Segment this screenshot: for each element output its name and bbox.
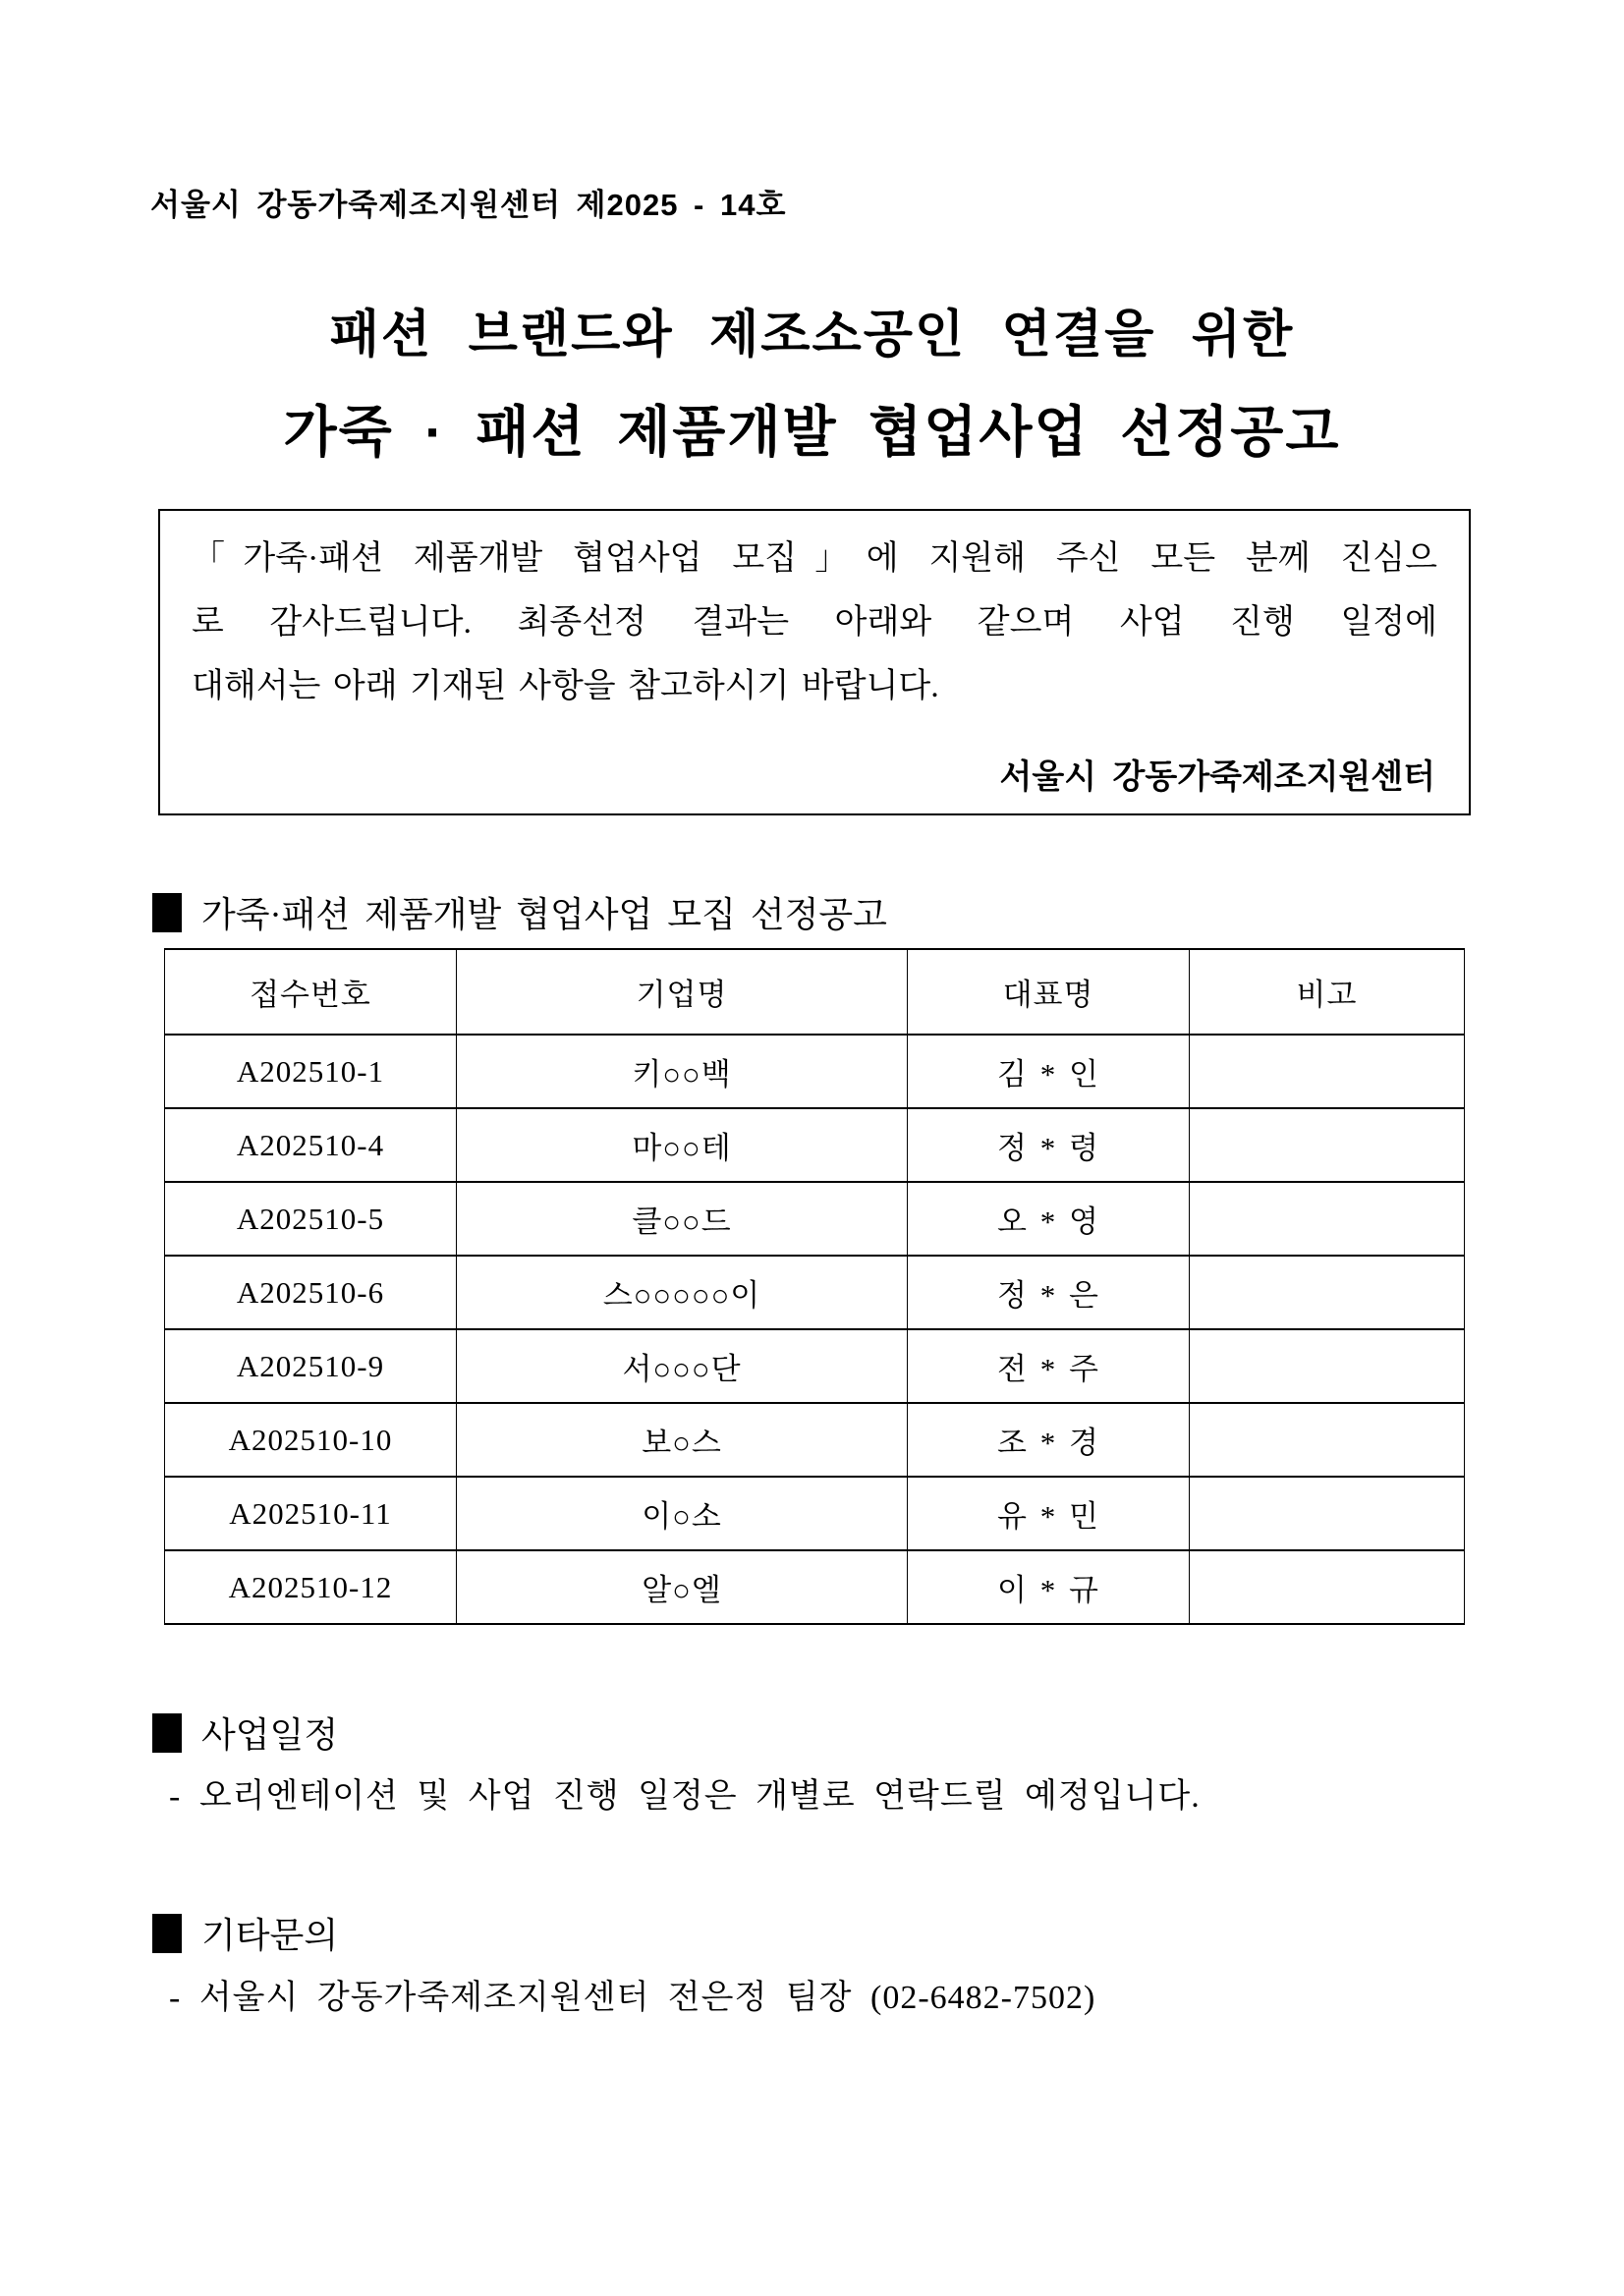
representative-cell: 오 * 영 bbox=[908, 1182, 1190, 1256]
square-bullet-icon bbox=[152, 1914, 182, 1953]
note-cell bbox=[1190, 1550, 1465, 1624]
table-row bbox=[165, 1035, 1465, 1108]
representative-cell: 유 * 민 bbox=[908, 1477, 1190, 1550]
selection-results-table bbox=[164, 948, 1465, 1625]
representative-cell: 정 * 령 bbox=[908, 1108, 1190, 1182]
receipt-number-cell: A202510-12 bbox=[165, 1550, 457, 1624]
receipt-number-cell: A202510-10 bbox=[165, 1403, 457, 1477]
section-heading-label: 사업일정 bbox=[201, 1715, 339, 1755]
receipt-number-cell: A202510-6 bbox=[165, 1256, 457, 1329]
representative-cell: 전 * 주 bbox=[908, 1329, 1190, 1403]
document-number: 서울시 강동가죽제조지원센터 제2025 - 14호 bbox=[150, 188, 787, 222]
table-header-row bbox=[165, 949, 1465, 1035]
company-name-cell: 클○○드 bbox=[457, 1182, 908, 1256]
company-name-cell: 서○○○단 bbox=[457, 1329, 908, 1403]
square-bullet-icon bbox=[152, 893, 182, 932]
note-cell bbox=[1190, 1403, 1465, 1477]
header-note: 비고 bbox=[1190, 949, 1465, 1035]
table-row bbox=[165, 1182, 1465, 1256]
table-row bbox=[165, 1477, 1465, 1550]
receipt-number-cell: A202510-11 bbox=[165, 1477, 457, 1550]
table-row bbox=[165, 1108, 1465, 1182]
company-name-cell: 이○소 bbox=[457, 1477, 908, 1550]
page-title-line2: 가죽 · 패션 제품개발 협업사업 선정공고 bbox=[283, 401, 1341, 463]
contact-body-text: - 서울시 강동가죽제조지원센터 전은정 팀장 (02-6482-7502) bbox=[169, 1980, 1096, 2016]
header-receipt-number: 접수번호 bbox=[165, 949, 457, 1035]
header-company-name: 기업명 bbox=[457, 949, 908, 1035]
note-cell bbox=[1190, 1477, 1465, 1550]
section-heading-label: 기타문의 bbox=[201, 1916, 339, 1955]
section-heading-label: 가죽·패션 제품개발 협업사업 모집 선정공고 bbox=[201, 895, 887, 934]
company-name-cell: 보○스 bbox=[457, 1403, 908, 1477]
company-name-cell: 키○○백 bbox=[457, 1035, 908, 1108]
section-heading-selection bbox=[152, 887, 887, 937]
receipt-number-cell: A202510-9 bbox=[165, 1329, 457, 1403]
company-name-cell: 마○○테 bbox=[457, 1108, 908, 1182]
note-cell bbox=[1190, 1256, 1465, 1329]
company-name-cell: 스○○○○○이 bbox=[457, 1256, 908, 1329]
notice-box bbox=[158, 509, 1471, 815]
representative-cell: 정 * 은 bbox=[908, 1256, 1190, 1329]
note-cell bbox=[1190, 1182, 1465, 1256]
receipt-number-cell: A202510-4 bbox=[165, 1108, 457, 1182]
notice-signature: 서울시 강동가죽제조지원센터 bbox=[999, 759, 1435, 796]
section-heading-contact bbox=[152, 1908, 338, 1958]
notice-text-line: 「가죽·패션 제품개발 협업사업 모집」에 지원해 주신 모든 분께 진심으 bbox=[192, 540, 1437, 577]
company-name-cell: 알○엘 bbox=[457, 1550, 908, 1624]
table-row bbox=[165, 1550, 1465, 1624]
representative-cell: 이 * 규 bbox=[908, 1550, 1190, 1624]
receipt-number-cell: A202510-5 bbox=[165, 1182, 457, 1256]
note-cell bbox=[1190, 1108, 1465, 1182]
header-representative: 대표명 bbox=[908, 949, 1190, 1035]
table-row bbox=[165, 1256, 1465, 1329]
schedule-body-text: - 오리엔테이션 및 사업 진행 일정은 개별로 연락드릴 예정입니다. bbox=[169, 1778, 1201, 1815]
section-heading-schedule bbox=[152, 1708, 338, 1758]
representative-cell: 김 * 인 bbox=[908, 1035, 1190, 1108]
table-row bbox=[165, 1329, 1465, 1403]
note-cell bbox=[1190, 1329, 1465, 1403]
note-cell bbox=[1190, 1035, 1465, 1108]
representative-cell: 조 * 경 bbox=[908, 1403, 1190, 1477]
square-bullet-icon bbox=[152, 1713, 182, 1753]
receipt-number-cell: A202510-1 bbox=[165, 1035, 457, 1108]
notice-text-line: 대해서는 아래 기재된 사항을 참고하시기 바랍니다. bbox=[192, 668, 939, 704]
table-body bbox=[165, 1035, 1465, 1624]
table-row bbox=[165, 1403, 1465, 1477]
notice-text-line: 로 감사드립니다. 최종선정 결과는 아래와 같으며 사업 진행 일정에 bbox=[192, 604, 1437, 641]
page-title-line1: 패션 브랜드와 제조소공인 연결을 위한 bbox=[329, 307, 1295, 364]
table-header bbox=[165, 949, 1465, 1035]
